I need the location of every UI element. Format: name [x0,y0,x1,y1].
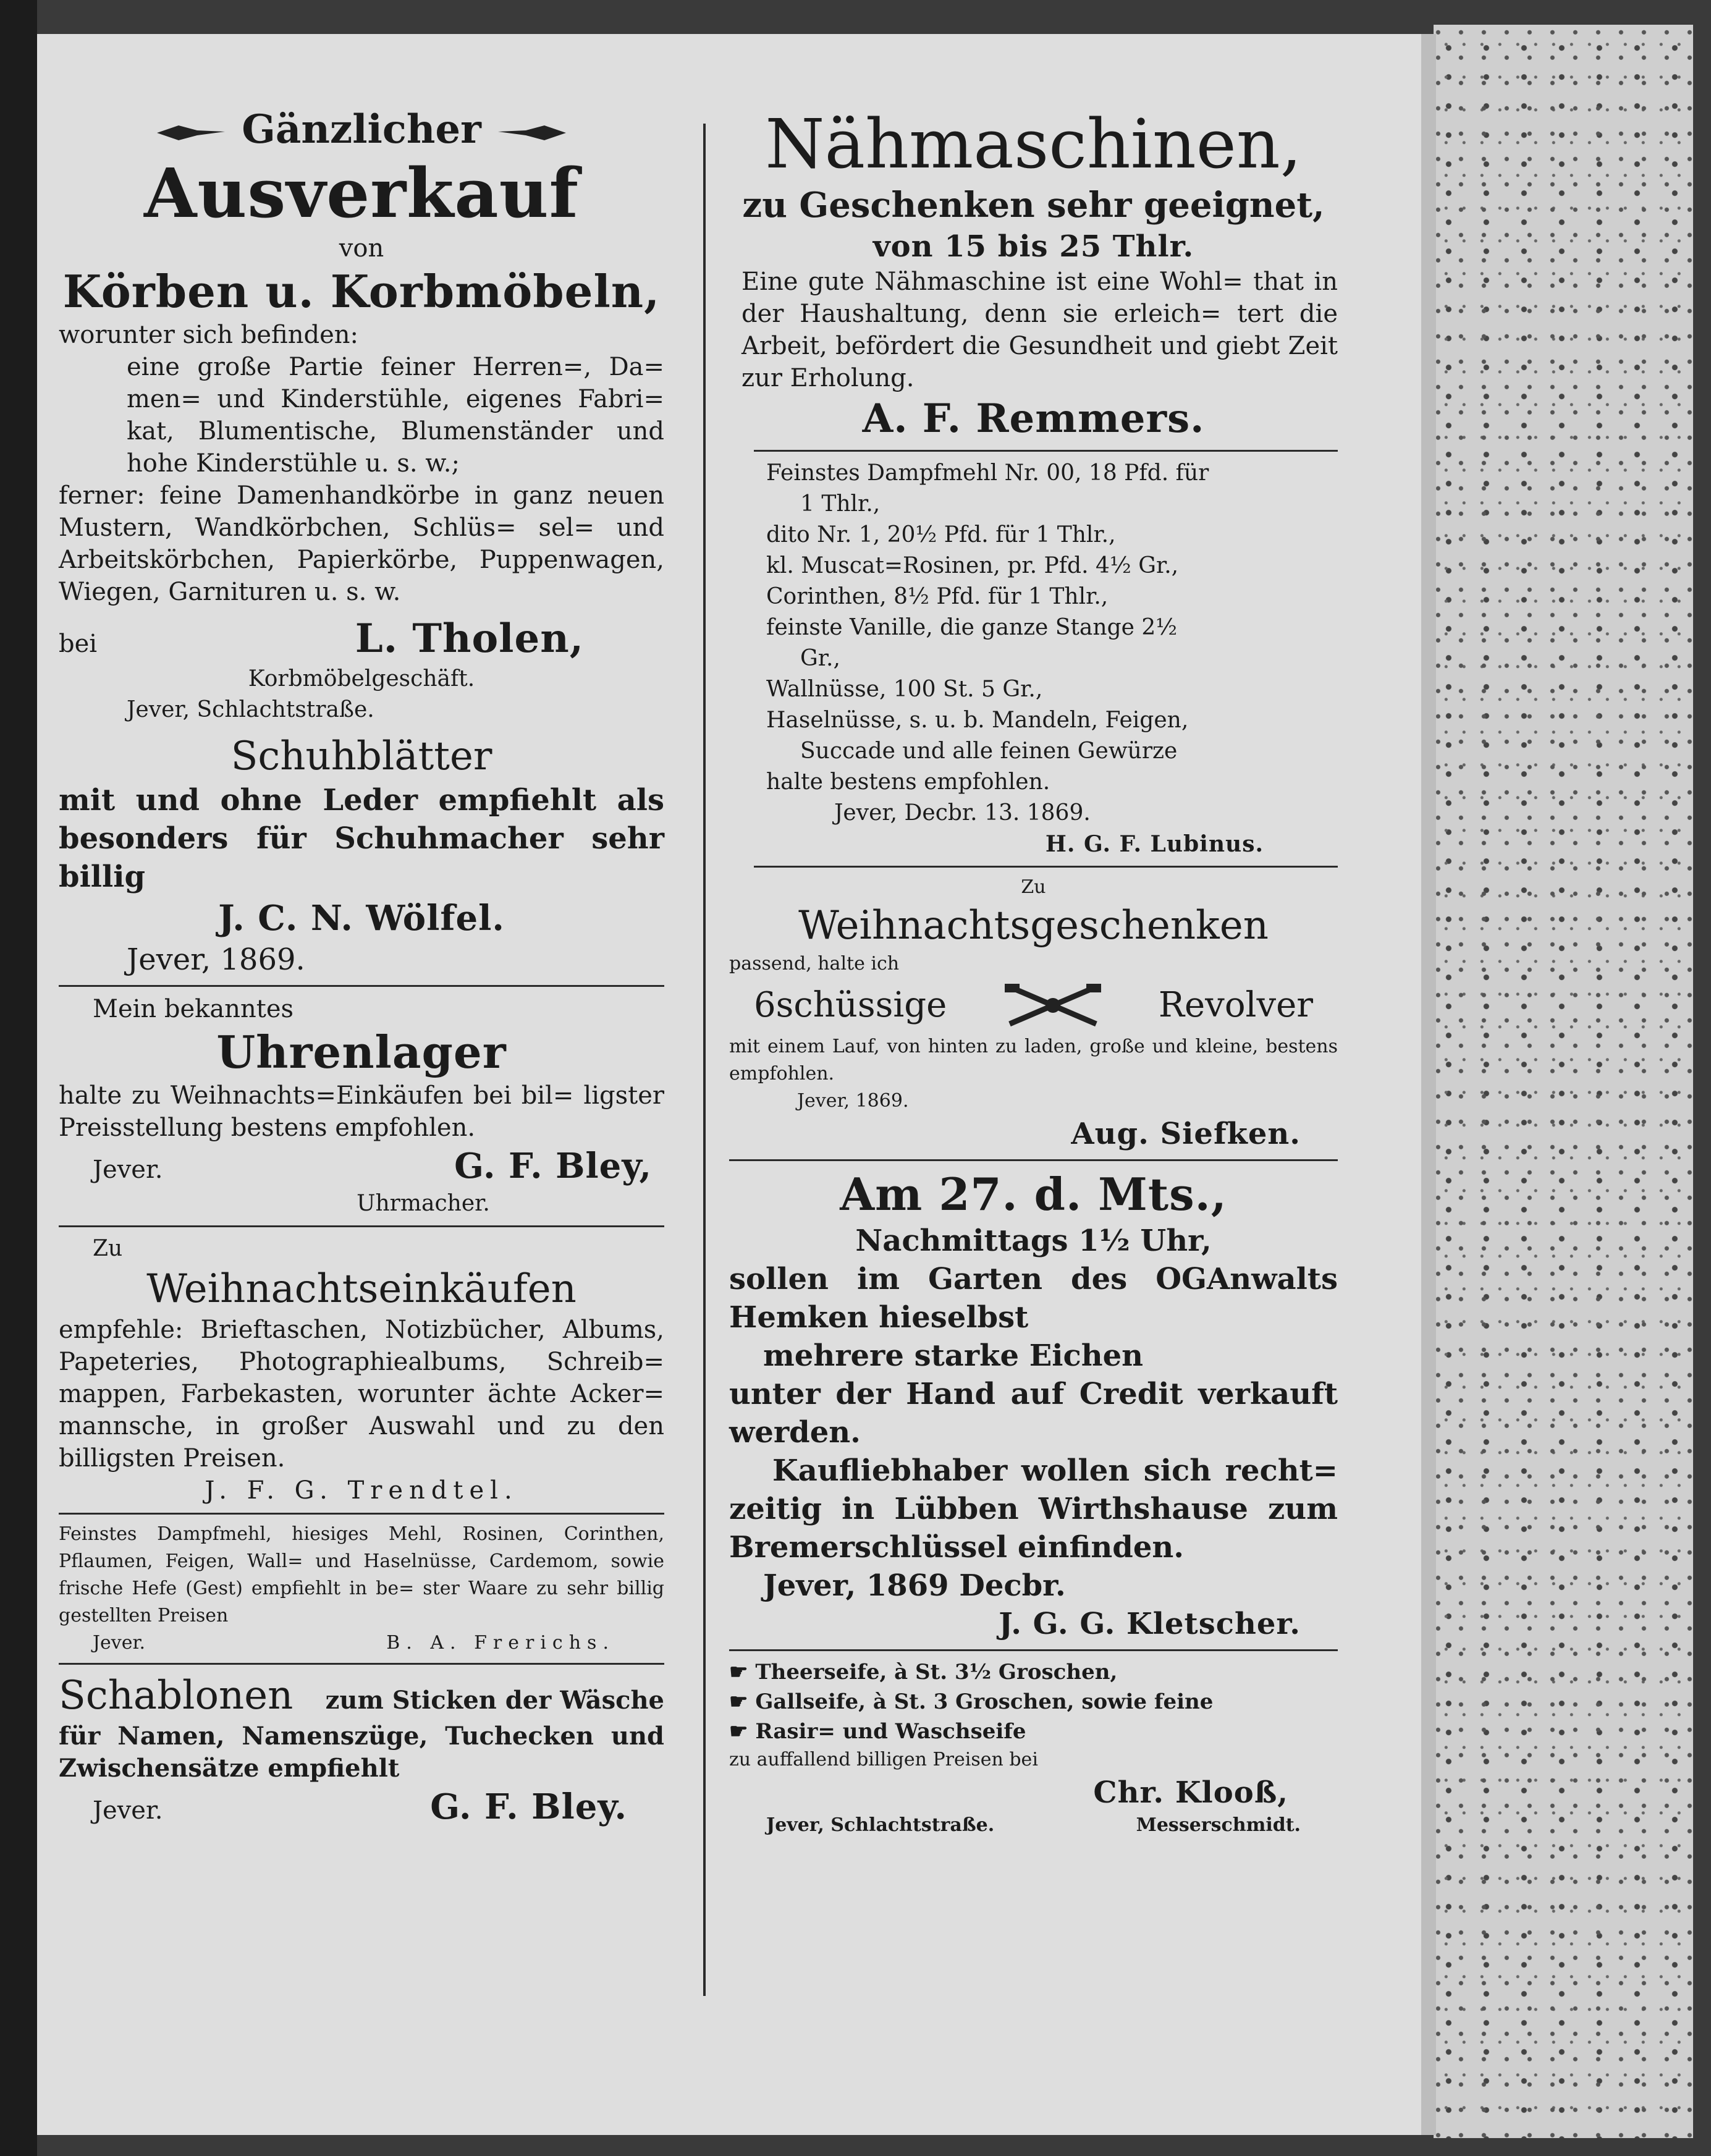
ad-seife-item-2-text: Rasir= und Waschseife [755,1719,1026,1744]
ad-korbmoebel-trade: Korbmöbelgeschäft. [248,666,475,691]
ad-korbmoebel [59,105,664,725]
ad-korbmoebel-intro: worunter sich befinden: [59,321,358,349]
ad-seife-item-1-text: Gallseife, à St. 3 Groschen, sowie feine [755,1689,1214,1714]
ad-uhrenlager [59,993,664,1219]
ad-korbmoebel-bei: bei [59,630,98,658]
ad-naehmaschinen-text: Eine gute Nähmaschine ist eine Wohl= that in der Haushaltung, denn sie erleich= tert die Arbeit, befördert die Gesundheit und giebt Zeit zur Erholung. [741,268,1338,392]
ad-schuhblaetter-place: Jever, 1869. [127,942,305,977]
ad-schablonen-head [59,1671,664,1720]
ad-lubinus-line-5: feinste Vanille, die ganze Stange 2½ [766,615,1178,640]
ad-seife-text: zu auffallend billigen Preisen bei [729,1749,1038,1770]
ad-eichen-time: Nachmittags 1½ Uhr, [855,1224,1212,1258]
ad-schuhblaetter-title: Schuhblätter [230,733,492,779]
ad-seife-item-0-text: Theerseife, à St. 3½ Groschen, [755,1660,1118,1685]
ad-korbmoebel-list2: ferner: feine Damenhandkörbe in ganz neuen Mustern, Wandkörbchen, Schlüs= sel= und Arbeitskörbchen, Papierkörbe, Puppenwagen, Wiegen, Garnituren u. s. w. [59,481,664,606]
column-divider [703,124,706,1996]
ad-lubinus-line-3: kl. Muscat=Rosinen, pr. Pfd. 4½ Gr., [766,553,1179,578]
ad-revolver-title: Weihnachtsgeschenken [798,903,1269,949]
ad-revolver [729,874,1338,1153]
left-column [59,105,664,1829]
ad-korbmoebel-name: L. Tholen, [355,615,584,662]
ad-schuhblaetter [59,732,664,979]
ad-lubinus-line-7: Wallnüsse, 100 St. 5 Gr., [766,677,1043,702]
ad-weihnachtseinkaeufe-text: empfehle: Brieftaschen, Notizbücher, Albums, Papeteries, Photographiealbums, Schreib= mappen, Farbekasten, worunter ächte Acker= mannsche, in großer Auswahl und zu den billigsten Preisen. [59,1316,664,1473]
ad-eichen-title: Am 27. d. Mts., [840,1168,1227,1220]
ad-uhrenlager-place: Jever. [93,1156,163,1184]
ad-seife-item-0 [729,1657,1338,1687]
ad-seife-name: Chr. Klooß, [1093,1775,1288,1810]
ad-uhrenlager-name: G. F. Bley, [454,1146,652,1186]
page-fold [1421,34,1436,2135]
ad-lubinus-line-6: Gr., [800,646,840,671]
hand-ornament-icon [495,119,569,146]
divider [729,1649,1338,1651]
ad-seife-item-2 [729,1717,1338,1746]
ad-eichen-text4: Kaufliebhaber wollen sich recht= zeitig in Lübben Wirthshause zum Bremerschlüssel einfinden. [729,1453,1338,1565]
ad-revolver-place: Jever, 1869. [797,1090,909,1112]
ad-revolver-text: mit einem Lauf, von hinten zu laden, große und kleine, bestens empfohlen. [729,1036,1338,1084]
ad-schablonen-signature [59,1785,664,1829]
ad-eichen-name: J. G. G. Kletscher. [999,1607,1301,1641]
ad-revolver-pre: passend, halte ich [729,953,900,974]
divider [59,1513,664,1515]
ad-eichen [729,1167,1338,1643]
ad-lubinus-line-8: Haselnüsse, s. u. b. Mandeln, Feigen, [766,708,1189,733]
ad-weihnachtseinkaeufe-zu: Zu [93,1236,123,1261]
ad-korbmoebel-line1: Gänzlicher [59,105,664,154]
ad-korbmoebel-headline: Ausverkauf [144,153,579,233]
divider [729,1159,1338,1161]
ad-revolver-name: Aug. Siefken. [1071,1117,1301,1151]
divider [59,985,664,987]
crossed-revolvers-icon [1003,978,1102,1033]
ad-schablonen-text1: zum Sticken der Wäsche [325,1686,664,1715]
ad-korbmoebel-subject: Körben u. Korbmöbeln, [62,265,661,318]
ad-lubinus-line-1: 1 Thlr., [800,491,881,517]
ad-seife-trade: Messerschmidt. [1136,1814,1301,1836]
ad-revolver-row [729,978,1338,1033]
ad-seife-signature [729,1812,1338,1839]
divider [754,866,1338,868]
divider [754,450,1338,452]
ad-uhrenlager-intro: Mein bekanntes [93,995,294,1023]
ad-eichen-text2: mehrere starke Eichen [763,1338,1144,1373]
ad-uhrenlager-title: Uhrenlager [216,1026,507,1078]
ad-seife [729,1657,1338,1839]
page-edge [1434,25,1693,2138]
ad-uhrenlager-signature [59,1144,664,1188]
ad-schuhblaetter-name: J. C. N. Wölfel. [218,898,505,939]
ad-korbmoebel-address: Jever, Schlachtstraße. [127,697,374,722]
ad-weihnachtseinkaeufe-title: Weihnachtseinkäufen [146,1266,577,1312]
ad-naehmaschinen-price: von 15 bis 25 Thlr. [872,229,1194,264]
ad-lubinus-line-9: Succade und alle feinen Gewürze [800,738,1178,764]
ad-naehmaschinen-name: A. F. Remmers. [862,395,1205,442]
ad-lubinus-line-0: Feinstes Dampfmehl Nr. 00, 18 Pfd. für [766,460,1209,486]
divider [59,1225,664,1227]
ad-naehmaschinen-sub: zu Geschenken sehr geeignet, [742,185,1325,226]
ad-eichen-text3: unter der Hand auf Credit verkauft werden. [729,1377,1338,1450]
ad-schablonen-title: Schablonen [59,1673,294,1718]
right-column [729,105,1338,1839]
ad-seife-item-1 [729,1687,1338,1717]
ad-revolver-left: 6schüssige [754,985,947,1025]
divider [59,1663,664,1665]
ad-revolver-right: Revolver [1158,985,1313,1025]
ad-korbmoebel-signature [59,614,664,664]
book-binding [0,0,37,2156]
ad-lubinus [729,458,1338,860]
ad-weihnachtseinkaeufe [59,1233,664,1507]
ad-naehmaschinen-title: Nähmaschinen, [765,104,1302,184]
ad-schablonen-text2: für Namen, Namenszüge, Tuchecken und Zwischensätze empfiehlt [59,1722,664,1783]
ad-lubinus-line-10: halte bestens empfohlen. [766,769,1050,795]
ad-schablonen [59,1671,664,1829]
ad-lubinus-date: Jever, Decbr. 13. 1869. [834,800,1091,826]
pointing-hand-icon: ☛ [729,1689,756,1714]
ad-schablonen-name: G. F. Bley. [430,1786,627,1827]
ad-schablonen-place: Jever. [93,1796,163,1825]
ad-korbmoebel-list1: eine große Partie feiner Herren=, Da= men= und Kinderstühle, eigenes Fabri= kat, Blumentische, Blumenständer und hohe Kinderstühle u. s. w.; [127,353,664,478]
ad-lubinus-name: H. G. F. Lubinus. [1045,831,1264,857]
pointing-hand-icon: ☛ [729,1719,756,1744]
ad-schuhblaetter-text: mit und ohne Leder empfiehlt als besonders für Schuhmacher sehr billig [59,783,664,894]
hand-ornament-icon [154,119,228,146]
ad-revolver-zu: Zu [1021,876,1046,898]
ad-frerichs-name: B. A. Frerichs. [386,1632,615,1654]
pointing-hand-icon: ☛ [729,1660,756,1685]
ad-dampfmehl-frerichs [59,1521,664,1657]
ad-uhrenlager-trade: Uhrmacher. [357,1191,490,1216]
ad-frerichs-text: Feinstes Dampfmehl, hiesiges Mehl, Rosinen, Corinthen, Pflaumen, Feigen, Wall= und Haselnüsse, Cardemom, sowie frische Hefe (Gest) empfiehlt in be= ster Waare zu sehr billig gestellten Preisen [59,1523,664,1626]
ad-frerichs-place: Jever. [93,1632,146,1654]
ad-seife-address: Jever, Schlachtstraße. [766,1814,995,1836]
ad-frerichs-signature [59,1630,664,1657]
ad-eichen-text1: sollen im Garten des OGAnwalts Hemken hieselbst [729,1262,1338,1335]
ad-weihnachtseinkaeufe-name: J. F. G. Trendtel. [205,1476,518,1505]
ad-uhrenlager-text: halte zu Weihnachts=Einkäufen bei bil= ligster Preisstellung bestens empfohlen. [59,1081,664,1142]
ad-naehmaschinen [729,105,1338,444]
ad-eichen-date: Jever, 1869 Decbr. [763,1568,1066,1603]
ad-lubinus-line-2: dito Nr. 1, 20½ Pfd. für 1 Thlr., [766,522,1116,547]
ad-korbmoebel-von: von [339,234,384,263]
ad-lubinus-line-4: Corinthen, 8½ Pfd. für 1 Thlr., [766,584,1109,609]
